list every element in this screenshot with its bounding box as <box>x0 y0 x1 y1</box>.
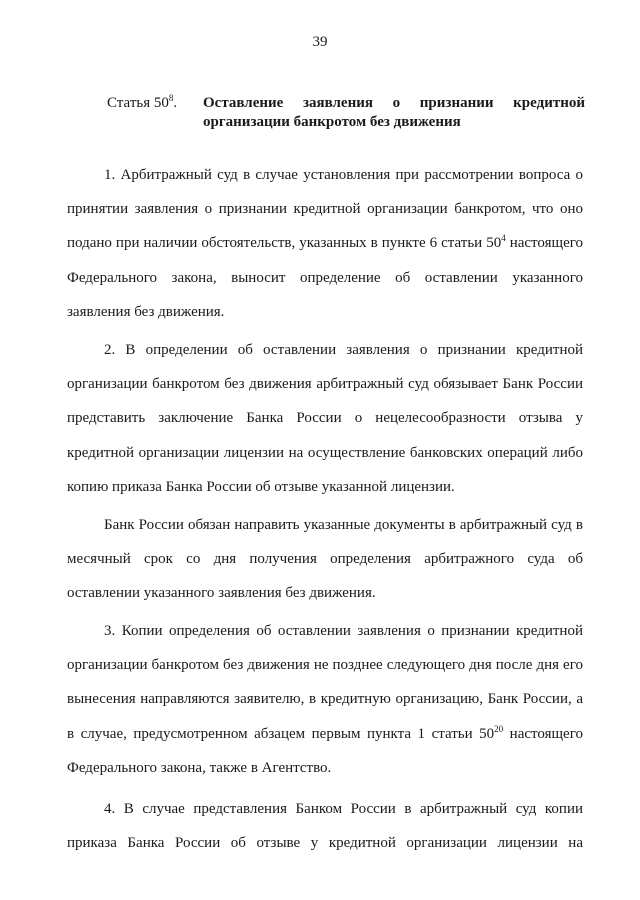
text-line: организации банкротом без движения не позднее следующего дня после дня его <box>67 657 583 674</box>
text-line: представить заключение Банка России о нецелесообразности отзыва у <box>67 410 583 427</box>
text-line: 1. Арбитражный суд в случае установления при рассмотрении вопроса о <box>104 167 583 183</box>
article-label <box>107 94 177 113</box>
text-fragment: подано при наличии обстоятельств, указанных в пункте 6 статьи 50 <box>67 235 502 252</box>
paragraph-4 <box>67 614 583 785</box>
text-line: Федерального закона, выносит определение об оставлении указанного <box>67 269 583 286</box>
text-line <box>67 717 583 751</box>
text-line: копию приказа Банка России об отзыве указанной лицензии. <box>67 478 455 495</box>
text-line: вынесения направляются заявителю, в кредитную организацию, Банк России, а <box>67 691 583 708</box>
article-label-superscript: 8 <box>168 93 174 103</box>
superscript: 20 <box>494 723 504 734</box>
text-line: заявления без движения. <box>67 303 225 320</box>
text-line: 3. Копии определения об оставлении заявления о признании кредитной <box>104 623 583 639</box>
text-line: Федерального закона, также в Агентство. <box>67 759 332 776</box>
paragraph-1 <box>67 158 583 329</box>
text-line: Банк России обязан направить указанные документы в арбитражный суд в <box>104 517 583 533</box>
text-fragment: настоящего <box>505 235 584 252</box>
text-line: приказа Банка России об отзыве у кредитной организации лицензии на <box>67 835 583 852</box>
superscript: 4 <box>501 233 506 244</box>
text-line: 2. В определении об оставлении заявления о признании кредитной <box>104 342 583 358</box>
text-line: организации банкротом без движения арбитражный суд обязывает Банк России <box>67 376 583 393</box>
text-line: кредитной организации лицензии на осуществление банковских операций либо <box>67 444 583 461</box>
text-fragment: настоящего <box>503 725 583 742</box>
text-line: 4. В случае представления Банком России в арбитражный суд копии <box>104 801 583 817</box>
text-line: принятии заявления о признании кредитной организации банкротом, что оно <box>67 201 583 218</box>
text-line: месячный срок со дня получения определения арбитражного суда об <box>67 551 583 568</box>
article-title-line: организации банкротом без движения <box>203 114 461 130</box>
article-label-text: Статья 50 <box>107 95 169 111</box>
text-fragment: в случае, предусмотренном абзацем первым пункта 1 статьи 50 <box>67 725 495 742</box>
page-number: 39 <box>312 34 328 50</box>
paragraph-3 <box>67 508 583 611</box>
article-title <box>203 94 585 132</box>
paragraph-5 <box>67 792 583 860</box>
paragraph-2 <box>67 333 583 504</box>
text-line: оставлении указанного заявления без движения. <box>67 585 376 602</box>
article-title-line: Оставление заявления о признании кредитной <box>203 95 585 111</box>
article-label-tail: . <box>173 95 178 111</box>
text-line <box>67 226 583 260</box>
